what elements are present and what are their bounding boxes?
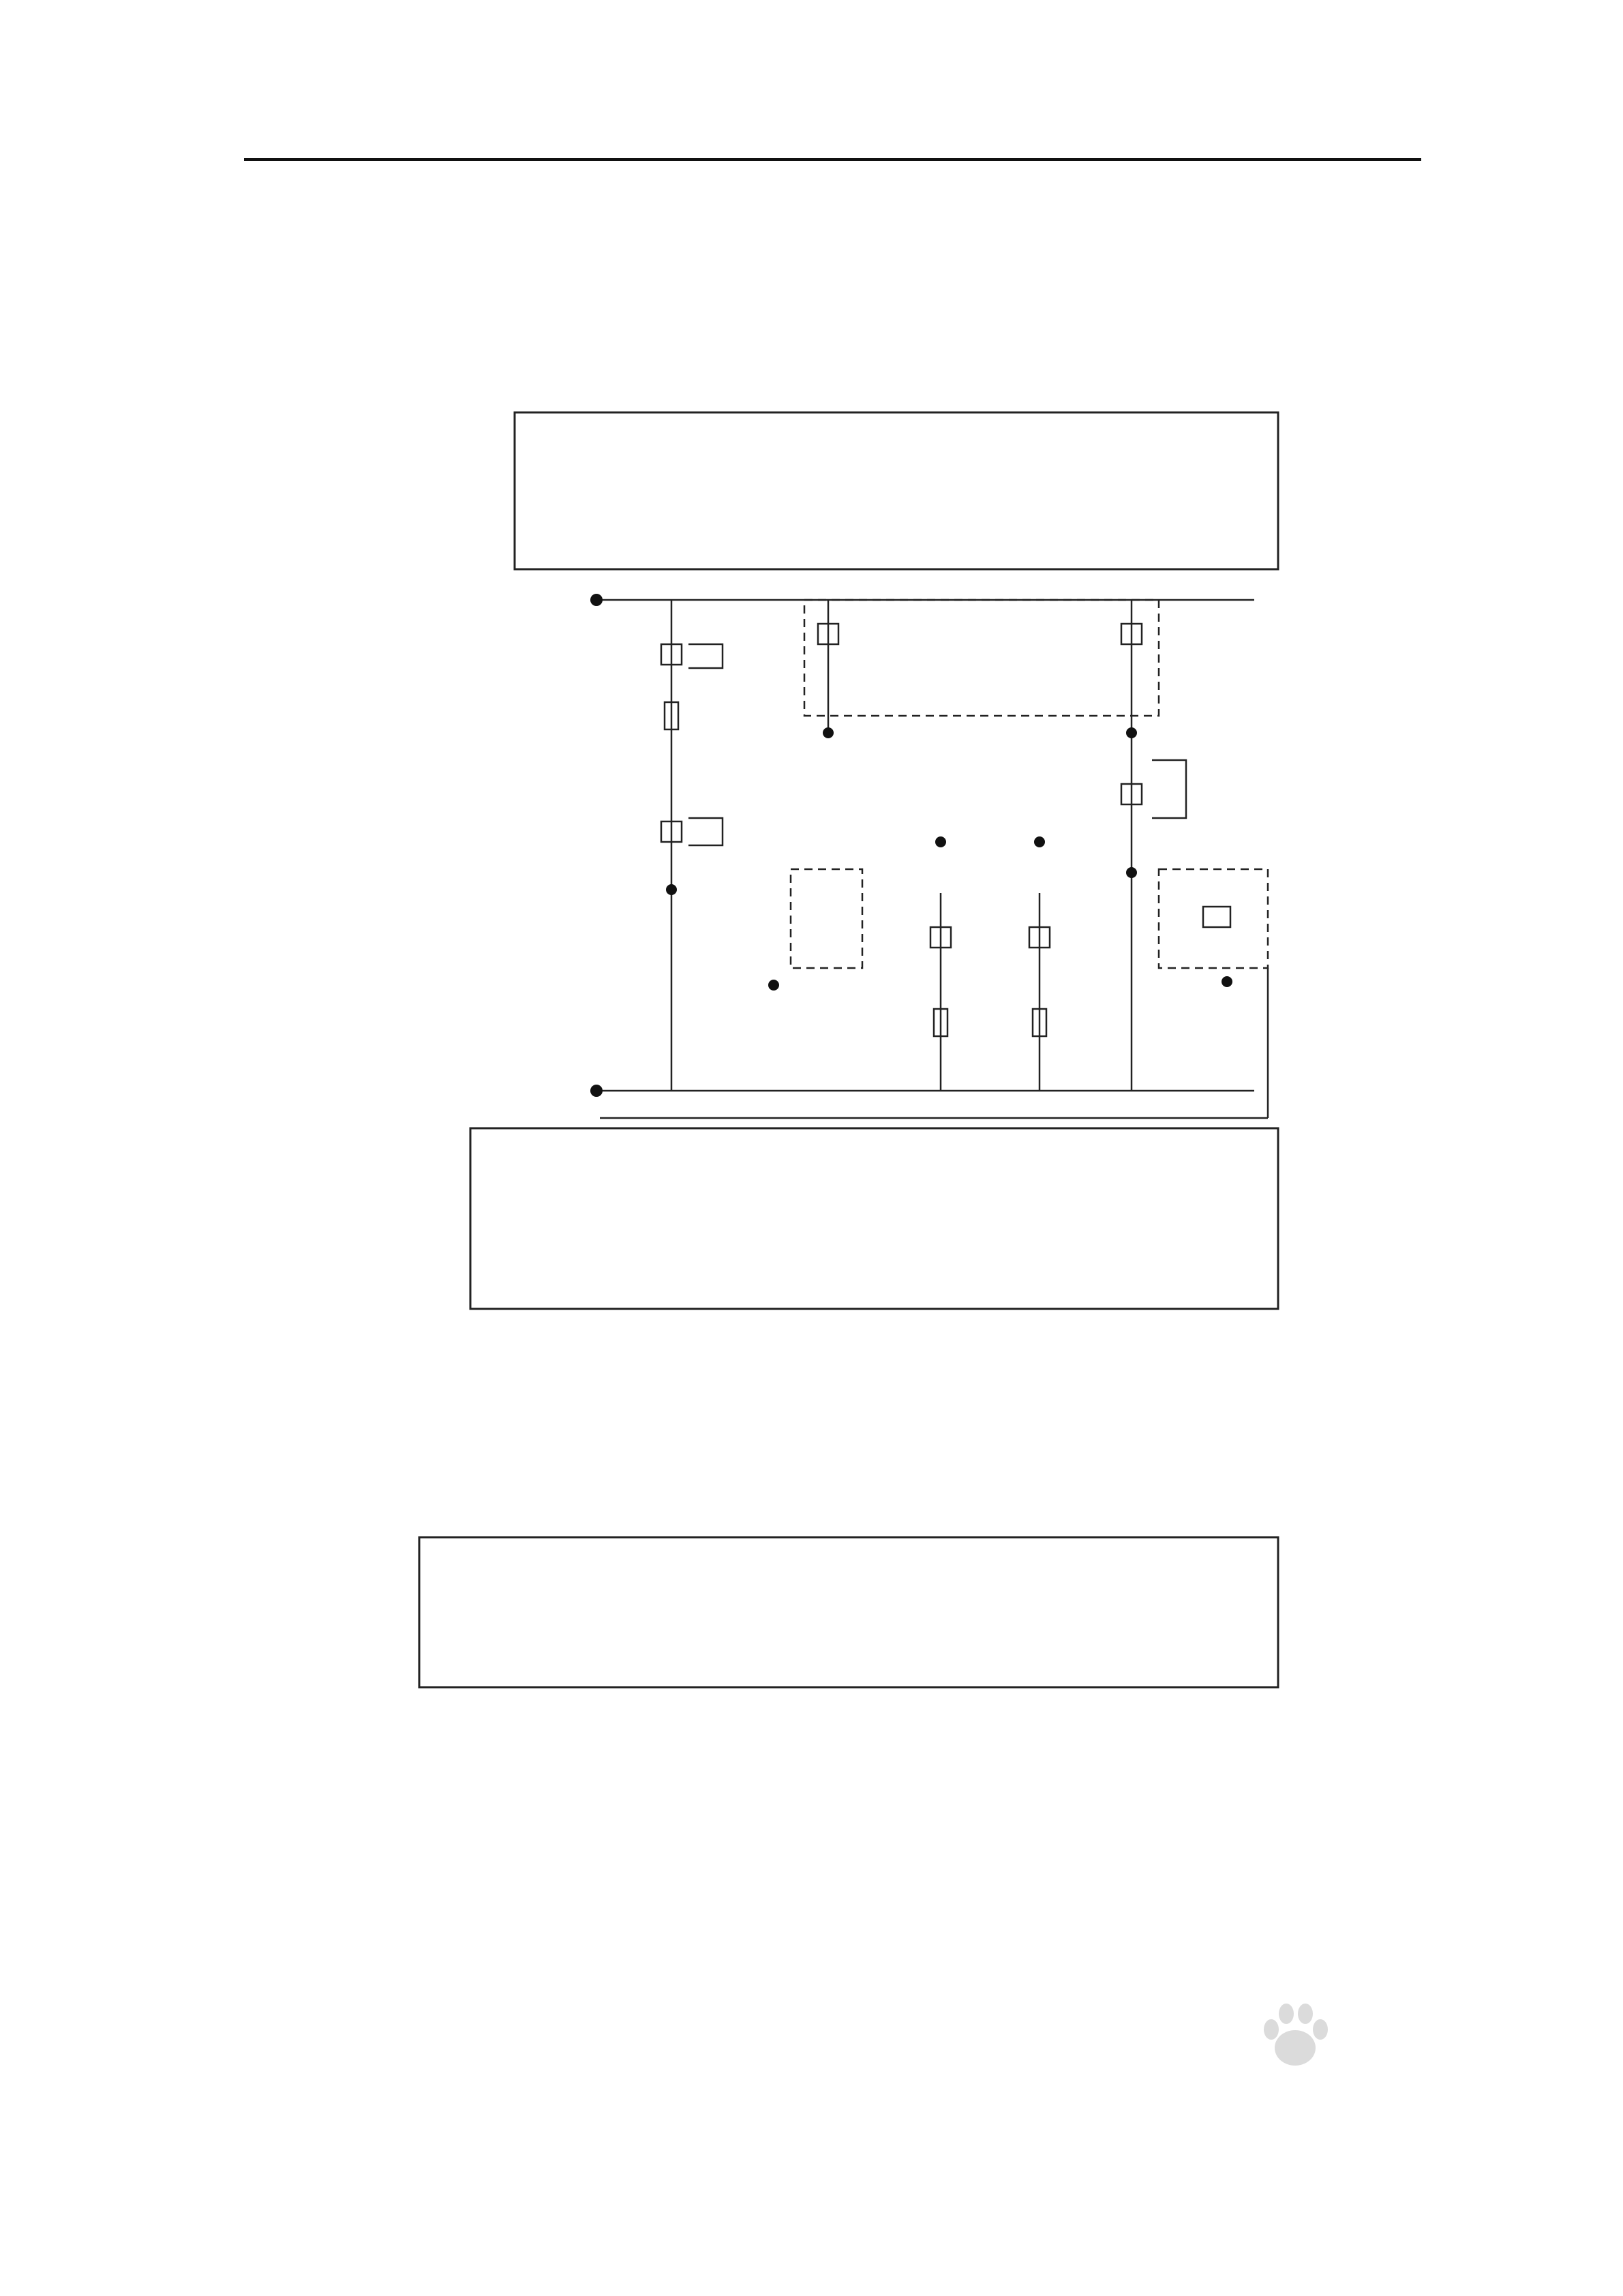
operating-mechanism-box	[804, 600, 1159, 716]
tlp-coil	[1203, 907, 1230, 927]
relay-table	[419, 1537, 1278, 1687]
dc-terminals	[590, 594, 1232, 1097]
dc-top-table	[515, 412, 1278, 569]
signal-table	[470, 1128, 1278, 1309]
paw-logo-icon	[1258, 1999, 1333, 2074]
baidu-jingyan-watermark	[1132, 1991, 1554, 2216]
dc-circuit	[600, 600, 1268, 1118]
